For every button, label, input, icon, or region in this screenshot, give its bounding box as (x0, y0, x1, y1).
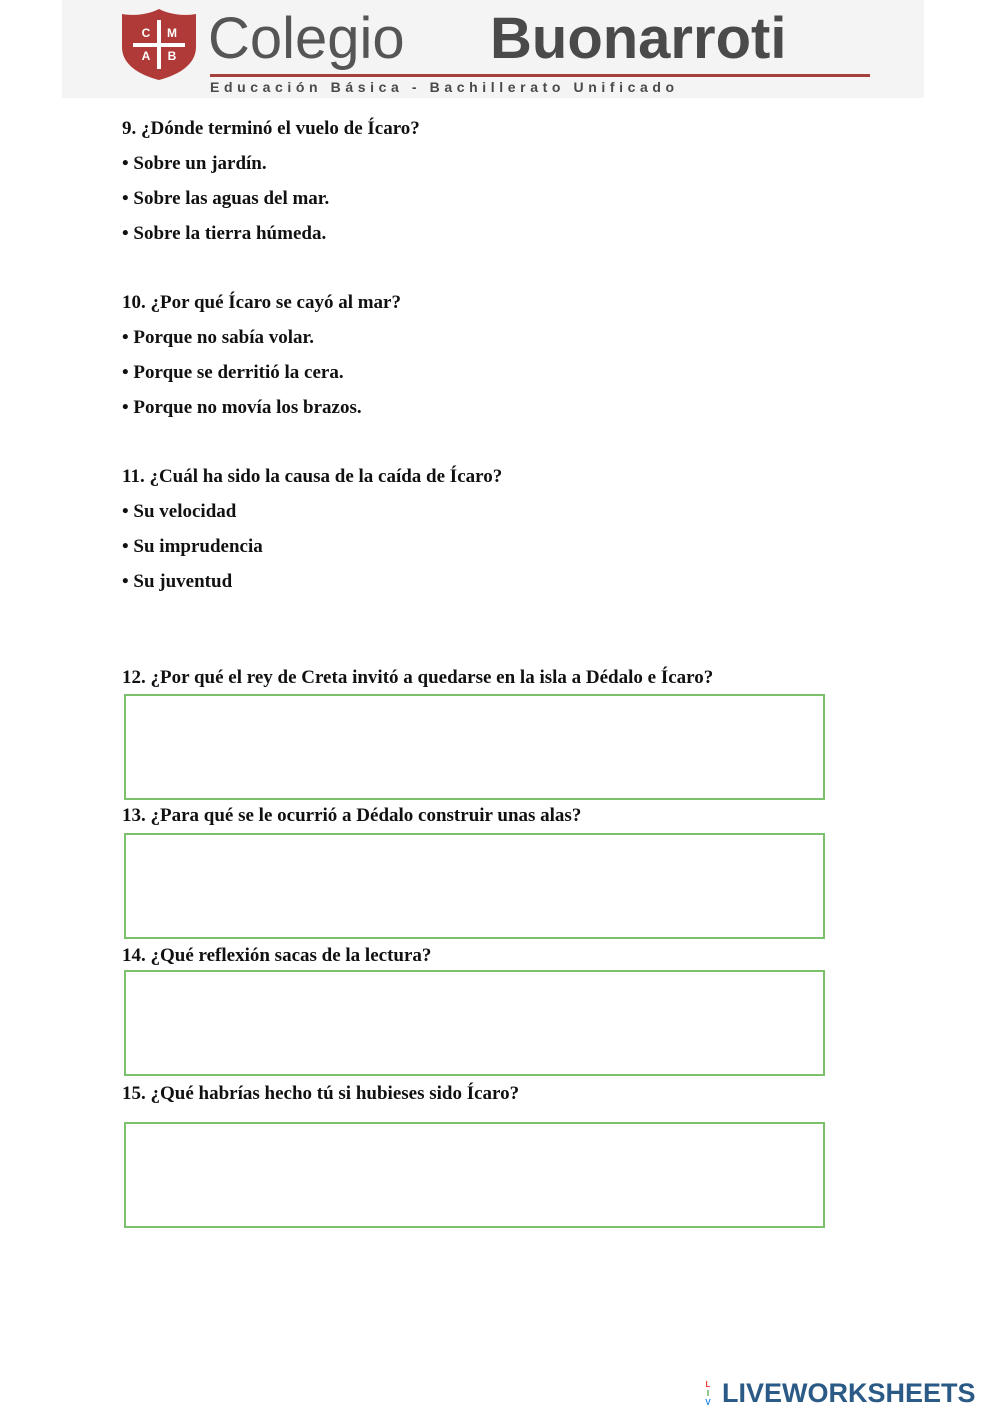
q10-option-3[interactable]: • Porque no movía los brazos. (122, 397, 362, 418)
question-9: 9. ¿Dónde terminó el vuelo de Ícaro? (122, 118, 420, 139)
q10-option-1[interactable]: • Porque no sabía volar. (122, 327, 314, 348)
question-10: 10. ¿Por qué Ícaro se cayó al mar? (122, 292, 401, 313)
header-divider (210, 74, 870, 77)
question-11: 11. ¿Cuál ha sido la causa de la caída de Ícaro? (122, 466, 503, 487)
question-15: 15. ¿Qué habrías hecho tú si hubieses sido Ícaro? (122, 1083, 520, 1104)
school-crest-logo (118, 7, 200, 81)
q11-option-3[interactable]: • Su juventud (122, 571, 233, 592)
liveworksheets-icon (697, 1380, 719, 1406)
q11-option-2[interactable]: • Su imprudencia (122, 536, 263, 557)
answer-box-13[interactable] (124, 833, 825, 939)
question-13: 13. ¿Para qué se le ocurrió a Dédalo construir unas alas? (122, 805, 582, 826)
q9-option-1[interactable]: • Sobre un jardín. (122, 153, 267, 174)
icon-letter-i: I (706, 1389, 710, 1398)
icon-letter-l: L (705, 1380, 711, 1389)
q9-option-3[interactable]: • Sobre la tierra húmeda. (122, 223, 327, 244)
answer-box-14[interactable] (124, 970, 825, 1076)
question-12: 12. ¿Por qué el rey de Creta invitó a quedarse en la isla a Dédalo e Ícaro? (122, 667, 714, 688)
answer-box-15[interactable] (124, 1122, 825, 1228)
school-header (62, 0, 924, 98)
liveworksheets-wordmark: LIVEWORKSHEETS (722, 1378, 976, 1408)
crest-letter-m: M (167, 26, 177, 40)
school-name-bold: Buonarroti (490, 6, 787, 71)
crest-letter-a: A (141, 49, 151, 63)
school-name-light: Colegio (208, 6, 405, 71)
crest-letter-c: C (141, 26, 151, 40)
q10-option-2[interactable]: • Porque se derritió la cera. (122, 362, 344, 383)
question-14: 14. ¿Qué reflexión sacas de la lectura? (122, 945, 432, 966)
icon-letter-v: V (705, 1398, 711, 1407)
crest-letter-b: B (167, 49, 177, 63)
q9-option-2[interactable]: • Sobre las aguas del mar. (122, 188, 330, 209)
liveworksheets-logo[interactable] (697, 1378, 976, 1408)
school-subtitle: Educación Básica - Bachillerato Unificado (210, 79, 679, 95)
q11-option-1[interactable]: • Su velocidad (122, 501, 237, 522)
answer-box-12[interactable] (124, 694, 825, 800)
